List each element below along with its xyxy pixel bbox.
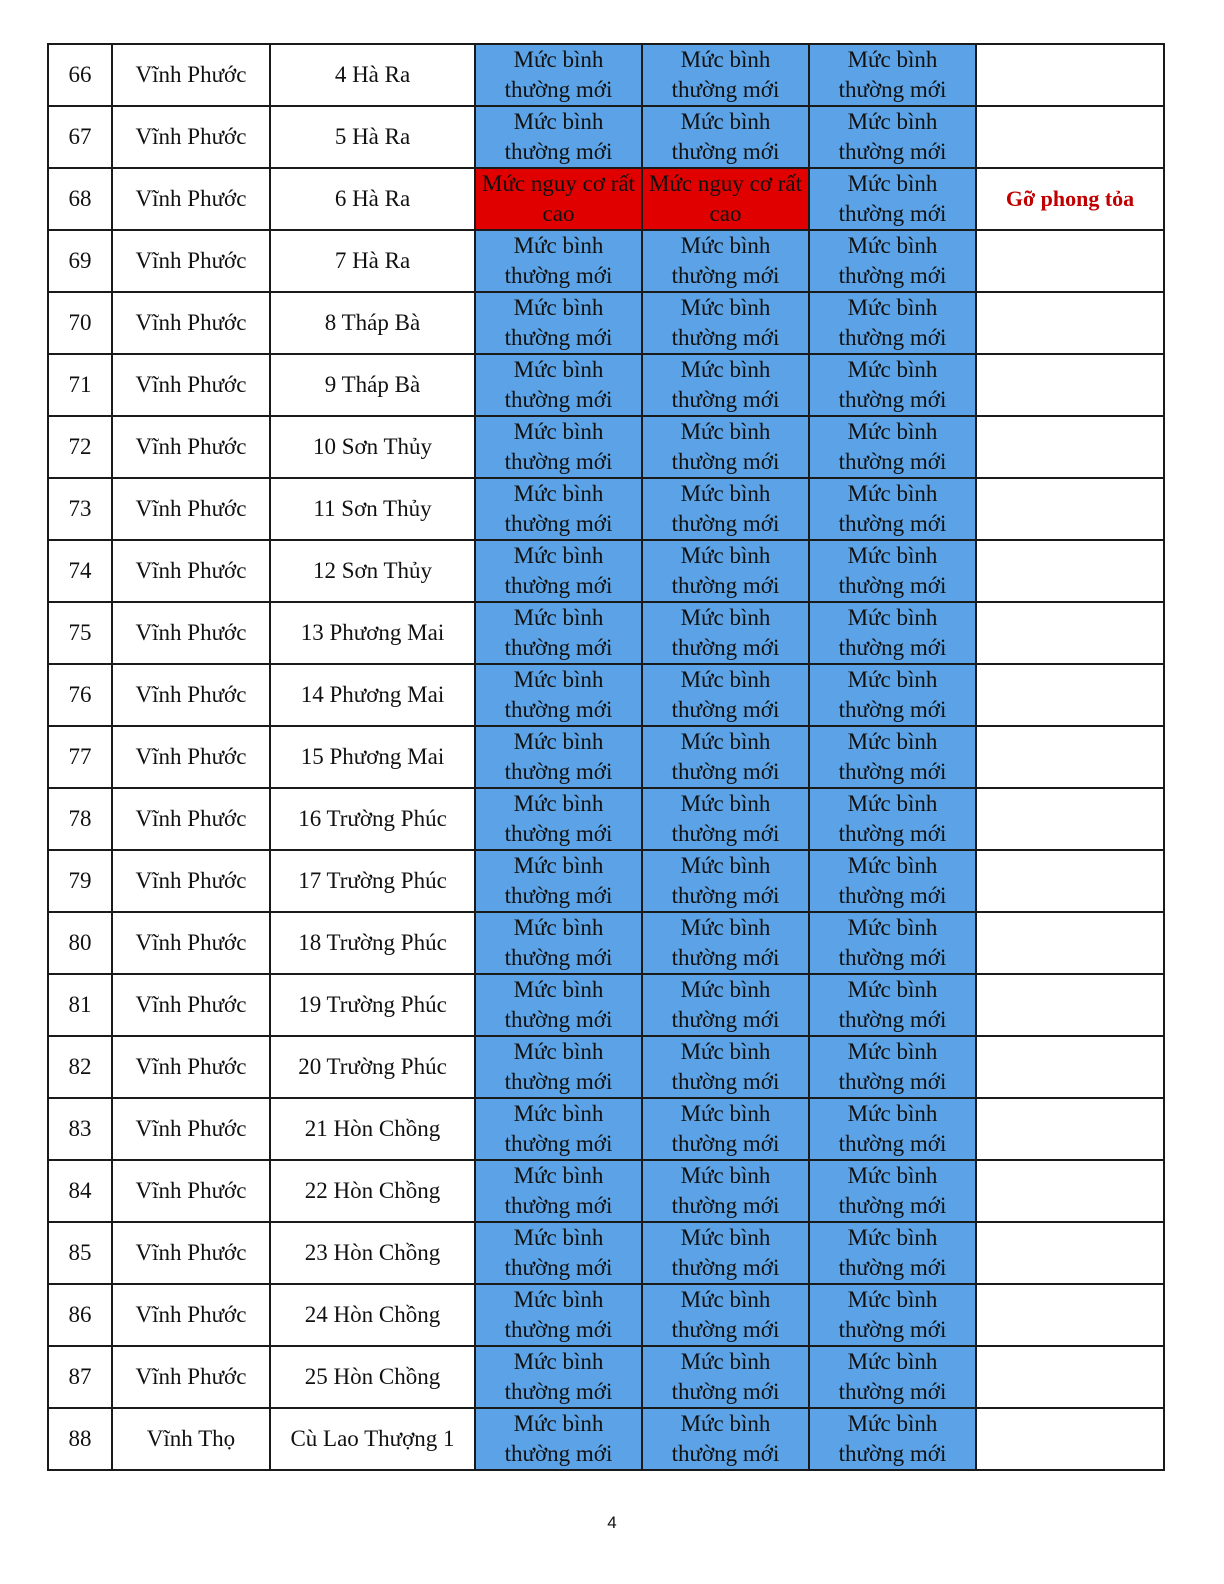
row-number-cell: 80	[48, 912, 112, 974]
area-cell: 14 Phương Mai	[270, 664, 475, 726]
risk-level-label: Mức bình thường mới	[504, 47, 613, 102]
risk-level-label: Mức bình thường mới	[504, 605, 613, 660]
risk-level-label: Mức bình thường mới	[838, 1225, 947, 1280]
area-cell: 18 Trường Phúc	[270, 912, 475, 974]
risk-level-cell	[809, 788, 976, 850]
risk-level-cell	[642, 44, 809, 106]
risk-level-label: Mức bình thường mới	[671, 667, 780, 722]
area-cell: 24 Hòn Chồng	[270, 1284, 475, 1346]
risk-level-label: Mức bình thường mới	[671, 1349, 780, 1404]
area-cell: 13 Phương Mai	[270, 602, 475, 664]
risk-level-label: Mức bình thường mới	[504, 977, 613, 1032]
risk-level-cell	[475, 478, 642, 540]
note-cell	[976, 168, 1164, 230]
risk-level-label: Mức bình thường mới	[671, 729, 780, 784]
ward-cell: Vĩnh Phước	[112, 540, 270, 602]
area-cell: 16 Trường Phúc	[270, 788, 475, 850]
note-cell	[976, 416, 1164, 478]
row-number-cell: 67	[48, 106, 112, 168]
risk-level-label: Mức bình thường mới	[838, 47, 947, 102]
risk-level-cell	[475, 726, 642, 788]
note-cell	[976, 354, 1164, 416]
risk-level-label: Mức bình thường mới	[671, 791, 780, 846]
risk-level-cell	[475, 1098, 642, 1160]
page-number: 4	[607, 1513, 617, 1532]
risk-level-cell	[642, 1222, 809, 1284]
risk-level-cell	[809, 1222, 976, 1284]
risk-level-cell	[475, 912, 642, 974]
risk-level-cell	[809, 354, 976, 416]
risk-level-cell	[642, 974, 809, 1036]
area-cell: 10 Sơn Thủy	[270, 416, 475, 478]
risk-level-label: Mức bình thường mới	[504, 1039, 613, 1094]
risk-level-cell	[475, 1408, 642, 1470]
risk-level-cell	[475, 788, 642, 850]
risk-level-cell	[642, 788, 809, 850]
table-row	[48, 602, 1164, 664]
risk-level-label: Mức bình thường mới	[838, 1349, 947, 1404]
note-cell	[976, 602, 1164, 664]
risk-level-label: Mức bình thường mới	[671, 1411, 780, 1466]
area-cell: 25 Hòn Chồng	[270, 1346, 475, 1408]
ward-cell: Vĩnh Phước	[112, 788, 270, 850]
table-row	[48, 106, 1164, 168]
note-cell	[976, 1098, 1164, 1160]
risk-level-label: Mức bình thường mới	[838, 233, 947, 288]
risk-level-label: Mức bình thường mới	[671, 915, 780, 970]
risk-level-label: Mức bình thường mới	[671, 419, 780, 474]
risk-level-cell	[642, 1036, 809, 1098]
area-cell: 17 Trường Phúc	[270, 850, 475, 912]
risk-level-cell	[475, 416, 642, 478]
risk-level-cell	[642, 168, 809, 230]
risk-level-cell	[809, 1098, 976, 1160]
risk-level-label: Mức bình thường mới	[671, 543, 780, 598]
area-cell: 4 Hà Ra	[270, 44, 475, 106]
risk-level-label: Mức bình thường mới	[504, 915, 613, 970]
row-number-cell: 68	[48, 168, 112, 230]
risk-level-cell	[642, 912, 809, 974]
note-cell	[976, 1222, 1164, 1284]
risk-level-label: Mức bình thường mới	[671, 1163, 780, 1218]
risk-level-cell	[809, 726, 976, 788]
risk-level-label: Mức bình thường mới	[504, 1349, 613, 1404]
risk-level-cell	[809, 1346, 976, 1408]
area-cell: 12 Sơn Thủy	[270, 540, 475, 602]
risk-level-label: Mức bình thường mới	[838, 109, 947, 164]
risk-level-cell	[642, 1098, 809, 1160]
risk-level-cell	[642, 726, 809, 788]
risk-level-cell	[475, 354, 642, 416]
table-row	[48, 292, 1164, 354]
risk-level-cell	[809, 230, 976, 292]
note-cell	[976, 912, 1164, 974]
risk-level-label: Mức nguy cơ rất cao	[482, 171, 636, 226]
row-number-cell: 85	[48, 1222, 112, 1284]
risk-level-label: Mức bình thường mới	[838, 605, 947, 660]
row-number-cell: 77	[48, 726, 112, 788]
table-row	[48, 788, 1164, 850]
ward-cell: Vĩnh Phước	[112, 1098, 270, 1160]
row-number-cell: 78	[48, 788, 112, 850]
risk-level-cell	[809, 1408, 976, 1470]
ward-cell: Vĩnh Phước	[112, 726, 270, 788]
row-number-cell: 69	[48, 230, 112, 292]
risk-level-cell	[475, 1222, 642, 1284]
risk-level-label: Mức bình thường mới	[671, 1101, 780, 1156]
table-row	[48, 354, 1164, 416]
row-number-cell: 83	[48, 1098, 112, 1160]
area-cell: 22 Hòn Chồng	[270, 1160, 475, 1222]
risk-level-label: Mức bình thường mới	[504, 667, 613, 722]
table-row	[48, 912, 1164, 974]
table-row	[48, 1036, 1164, 1098]
risk-level-label: Mức bình thường mới	[671, 1225, 780, 1280]
area-cell: 9 Tháp Bà	[270, 354, 475, 416]
risk-level-cell	[642, 540, 809, 602]
note-cell	[976, 788, 1164, 850]
note-label: Gỡ phong tỏa	[1005, 186, 1135, 211]
table-row	[48, 1222, 1164, 1284]
note-cell	[976, 292, 1164, 354]
risk-level-label: Mức bình thường mới	[671, 1287, 780, 1342]
risk-level-label: Mức bình thường mới	[838, 1163, 947, 1218]
note-cell	[976, 1036, 1164, 1098]
ward-cell: Vĩnh Phước	[112, 1222, 270, 1284]
risk-level-label: Mức bình thường mới	[838, 791, 947, 846]
risk-level-label: Mức bình thường mới	[838, 1101, 947, 1156]
risk-level-cell	[809, 168, 976, 230]
risk-level-label: Mức bình thường mới	[838, 481, 947, 536]
risk-level-cell	[809, 1160, 976, 1222]
row-number-cell: 70	[48, 292, 112, 354]
risk-level-label: Mức bình thường mới	[504, 233, 613, 288]
risk-level-label: Mức bình thường mới	[838, 1287, 947, 1342]
ward-cell: Vĩnh Phước	[112, 478, 270, 540]
risk-level-label: Mức bình thường mới	[504, 1411, 613, 1466]
risk-level-cell	[475, 974, 642, 1036]
ward-cell: Vĩnh Phước	[112, 106, 270, 168]
risk-level-label: Mức bình thường mới	[671, 1039, 780, 1094]
table-row	[48, 478, 1164, 540]
risk-level-label: Mức bình thường mới	[838, 171, 947, 226]
risk-level-cell	[809, 292, 976, 354]
risk-level-label: Mức bình thường mới	[671, 233, 780, 288]
row-number-cell: 84	[48, 1160, 112, 1222]
note-cell	[976, 1346, 1164, 1408]
table-row	[48, 1346, 1164, 1408]
note-cell	[976, 478, 1164, 540]
row-number-cell: 88	[48, 1408, 112, 1470]
risk-level-label: Mức bình thường mới	[504, 543, 613, 598]
risk-level-cell	[642, 1346, 809, 1408]
table-row	[48, 1284, 1164, 1346]
risk-level-label: Mức bình thường mới	[838, 915, 947, 970]
risk-level-label: Mức bình thường mới	[838, 543, 947, 598]
note-cell	[976, 106, 1164, 168]
risk-level-label: Mức bình thường mới	[671, 977, 780, 1032]
table-row	[48, 664, 1164, 726]
risk-level-cell	[475, 1346, 642, 1408]
row-number-cell: 71	[48, 354, 112, 416]
risk-level-cell	[809, 416, 976, 478]
risk-level-cell	[642, 664, 809, 726]
risk-level-cell	[642, 478, 809, 540]
table-row	[48, 44, 1164, 106]
risk-level-label: Mức bình thường mới	[838, 357, 947, 412]
area-cell: 5 Hà Ra	[270, 106, 475, 168]
risk-level-label: Mức bình thường mới	[671, 605, 780, 660]
risk-level-label: Mức bình thường mới	[838, 667, 947, 722]
risk-level-cell	[475, 850, 642, 912]
row-number-cell: 87	[48, 1346, 112, 1408]
risk-level-label: Mức nguy cơ rất cao	[649, 171, 803, 226]
risk-level-cell	[475, 106, 642, 168]
risk-level-cell	[475, 1284, 642, 1346]
ward-cell: Vĩnh Phước	[112, 912, 270, 974]
ward-cell: Vĩnh Phước	[112, 416, 270, 478]
risk-level-cell	[475, 168, 642, 230]
area-cell: 19 Trường Phúc	[270, 974, 475, 1036]
risk-level-label: Mức bình thường mới	[671, 853, 780, 908]
note-cell	[976, 44, 1164, 106]
table-body	[48, 44, 1164, 1470]
risk-level-cell	[809, 850, 976, 912]
risk-level-cell	[809, 602, 976, 664]
table-row	[48, 850, 1164, 912]
table-row	[48, 230, 1164, 292]
risk-level-label: Mức bình thường mới	[838, 977, 947, 1032]
row-number-cell: 86	[48, 1284, 112, 1346]
risk-level-cell	[809, 1284, 976, 1346]
risk-level-cell	[809, 540, 976, 602]
note-cell	[976, 726, 1164, 788]
risk-level-label: Mức bình thường mới	[838, 729, 947, 784]
area-cell: 8 Tháp Bà	[270, 292, 475, 354]
risk-level-label: Mức bình thường mới	[504, 1163, 613, 1218]
row-number-cell: 66	[48, 44, 112, 106]
risk-level-table	[47, 43, 1165, 1471]
risk-level-cell	[642, 230, 809, 292]
risk-level-label: Mức bình thường mới	[504, 481, 613, 536]
row-number-cell: 81	[48, 974, 112, 1036]
ward-cell: Vĩnh Phước	[112, 850, 270, 912]
risk-level-label: Mức bình thường mới	[671, 47, 780, 102]
table-row	[48, 726, 1164, 788]
risk-level-label: Mức bình thường mới	[838, 853, 947, 908]
row-number-cell: 75	[48, 602, 112, 664]
risk-level-cell	[809, 44, 976, 106]
area-cell: Cù Lao Thượng 1	[270, 1408, 475, 1470]
risk-level-label: Mức bình thường mới	[671, 109, 780, 164]
row-number-cell: 82	[48, 1036, 112, 1098]
ward-cell: Vĩnh Phước	[112, 230, 270, 292]
ward-cell: Vĩnh Phước	[112, 44, 270, 106]
ward-cell: Vĩnh Thọ	[112, 1408, 270, 1470]
risk-level-cell	[642, 602, 809, 664]
ward-cell: Vĩnh Phước	[112, 1036, 270, 1098]
risk-level-cell	[809, 664, 976, 726]
risk-level-cell	[809, 912, 976, 974]
risk-level-label: Mức bình thường mới	[504, 357, 613, 412]
area-cell: 20 Trường Phúc	[270, 1036, 475, 1098]
ward-cell: Vĩnh Phước	[112, 974, 270, 1036]
risk-level-cell	[809, 106, 976, 168]
risk-level-cell	[642, 1160, 809, 1222]
risk-level-cell	[475, 1160, 642, 1222]
area-cell: 23 Hòn Chồng	[270, 1222, 475, 1284]
note-cell	[976, 850, 1164, 912]
risk-level-cell	[475, 602, 642, 664]
note-cell	[976, 540, 1164, 602]
row-number-cell: 73	[48, 478, 112, 540]
risk-level-label: Mức bình thường mới	[838, 419, 947, 474]
risk-level-label: Mức bình thường mới	[838, 1039, 947, 1094]
row-number-cell: 72	[48, 416, 112, 478]
area-cell: 11 Sơn Thủy	[270, 478, 475, 540]
risk-level-cell	[642, 1284, 809, 1346]
table-row	[48, 1098, 1164, 1160]
area-cell: 6 Hà Ra	[270, 168, 475, 230]
note-cell	[976, 664, 1164, 726]
table-row	[48, 974, 1164, 1036]
row-number-cell: 74	[48, 540, 112, 602]
risk-level-label: Mức bình thường mới	[504, 729, 613, 784]
risk-level-cell	[642, 106, 809, 168]
risk-level-label: Mức bình thường mới	[504, 1225, 613, 1280]
ward-cell: Vĩnh Phước	[112, 1346, 270, 1408]
ward-cell: Vĩnh Phước	[112, 354, 270, 416]
risk-level-label: Mức bình thường mới	[504, 791, 613, 846]
risk-level-cell	[475, 1036, 642, 1098]
table-row	[48, 416, 1164, 478]
table-row	[48, 1408, 1164, 1470]
table-row	[48, 1160, 1164, 1222]
ward-cell: Vĩnh Phước	[112, 1284, 270, 1346]
risk-level-cell	[475, 44, 642, 106]
risk-level-label: Mức bình thường mới	[671, 357, 780, 412]
area-cell: 15 Phương Mai	[270, 726, 475, 788]
risk-level-cell	[475, 540, 642, 602]
risk-level-label: Mức bình thường mới	[838, 1411, 947, 1466]
area-cell: 21 Hòn Chồng	[270, 1098, 475, 1160]
risk-level-cell	[809, 1036, 976, 1098]
row-number-cell: 76	[48, 664, 112, 726]
risk-level-cell	[642, 1408, 809, 1470]
risk-level-label: Mức bình thường mới	[504, 1287, 613, 1342]
ward-cell: Vĩnh Phước	[112, 292, 270, 354]
note-cell	[976, 974, 1164, 1036]
risk-level-cell	[642, 354, 809, 416]
risk-level-label: Mức bình thường mới	[504, 853, 613, 908]
risk-level-label: Mức bình thường mới	[671, 295, 780, 350]
ward-cell: Vĩnh Phước	[112, 602, 270, 664]
risk-level-cell	[809, 974, 976, 1036]
note-cell	[976, 1408, 1164, 1470]
risk-level-cell	[475, 664, 642, 726]
risk-level-label: Mức bình thường mới	[671, 481, 780, 536]
ward-cell: Vĩnh Phước	[112, 168, 270, 230]
row-number-cell: 79	[48, 850, 112, 912]
risk-level-label: Mức bình thường mới	[504, 419, 613, 474]
risk-level-label: Mức bình thường mới	[838, 295, 947, 350]
table-row	[48, 540, 1164, 602]
area-cell: 7 Hà Ra	[270, 230, 475, 292]
risk-level-label: Mức bình thường mới	[504, 1101, 613, 1156]
note-cell	[976, 230, 1164, 292]
ward-cell: Vĩnh Phước	[112, 664, 270, 726]
risk-level-label: Mức bình thường mới	[504, 295, 613, 350]
risk-level-cell	[809, 478, 976, 540]
risk-level-cell	[475, 230, 642, 292]
risk-level-cell	[642, 850, 809, 912]
risk-level-cell	[642, 416, 809, 478]
table-row	[48, 168, 1164, 230]
note-cell	[976, 1160, 1164, 1222]
ward-cell: Vĩnh Phước	[112, 1160, 270, 1222]
risk-level-cell	[475, 292, 642, 354]
risk-level-label: Mức bình thường mới	[504, 109, 613, 164]
risk-level-cell	[642, 292, 809, 354]
note-cell	[976, 1284, 1164, 1346]
